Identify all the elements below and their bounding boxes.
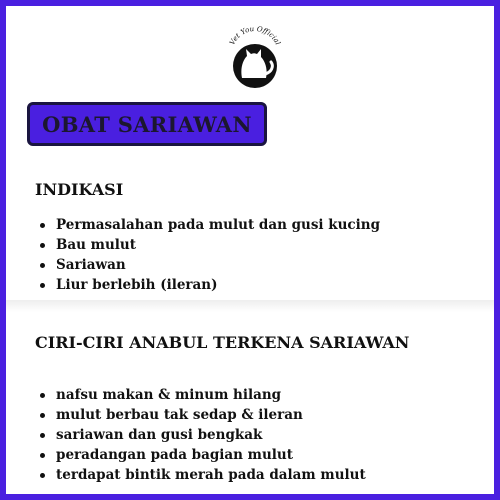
list-item: mulut berbau tak sedap & ileran xyxy=(40,405,366,425)
list-item: peradangan pada bagian mulut xyxy=(40,445,366,465)
bullet-icon xyxy=(40,413,45,418)
ciri-heading: CIRI-CIRI ANABUL TERKENA SARIAWAN xyxy=(35,333,410,352)
bullet-icon xyxy=(40,433,45,438)
logo-text: Vet You Official xyxy=(228,24,282,47)
bullet-icon xyxy=(40,223,45,228)
title-banner xyxy=(27,102,267,146)
list-item: Liur berlebih (ileran) xyxy=(40,275,380,295)
list-item: Permasalahan pada mulut dan gusi kucing xyxy=(40,215,380,235)
indikasi-heading: INDIKASI xyxy=(35,180,124,199)
section-divider xyxy=(6,300,494,312)
list-item: Bau mulut xyxy=(40,235,380,255)
list-item: Sariawan xyxy=(40,255,380,275)
bullet-icon xyxy=(40,283,45,288)
list-item: nafsu makan & minum hilang xyxy=(40,385,366,405)
cat-silhouette-icon xyxy=(220,16,290,92)
svg-text:Vet You Official xyxy=(228,25,282,46)
bullet-icon xyxy=(40,453,45,458)
indikasi-list xyxy=(40,215,380,295)
ciri-list xyxy=(40,385,366,485)
bullet-icon xyxy=(40,393,45,398)
page-title: OBAT SARIAWAN xyxy=(42,111,252,137)
list-item: sariawan dan gusi bengkak xyxy=(40,425,366,445)
bullet-icon xyxy=(40,473,45,478)
bullet-icon xyxy=(40,263,45,268)
list-item: terdapat bintik merah pada dalam mulut xyxy=(40,465,366,485)
bullet-icon xyxy=(40,243,45,248)
vet-you-logo xyxy=(220,16,290,92)
